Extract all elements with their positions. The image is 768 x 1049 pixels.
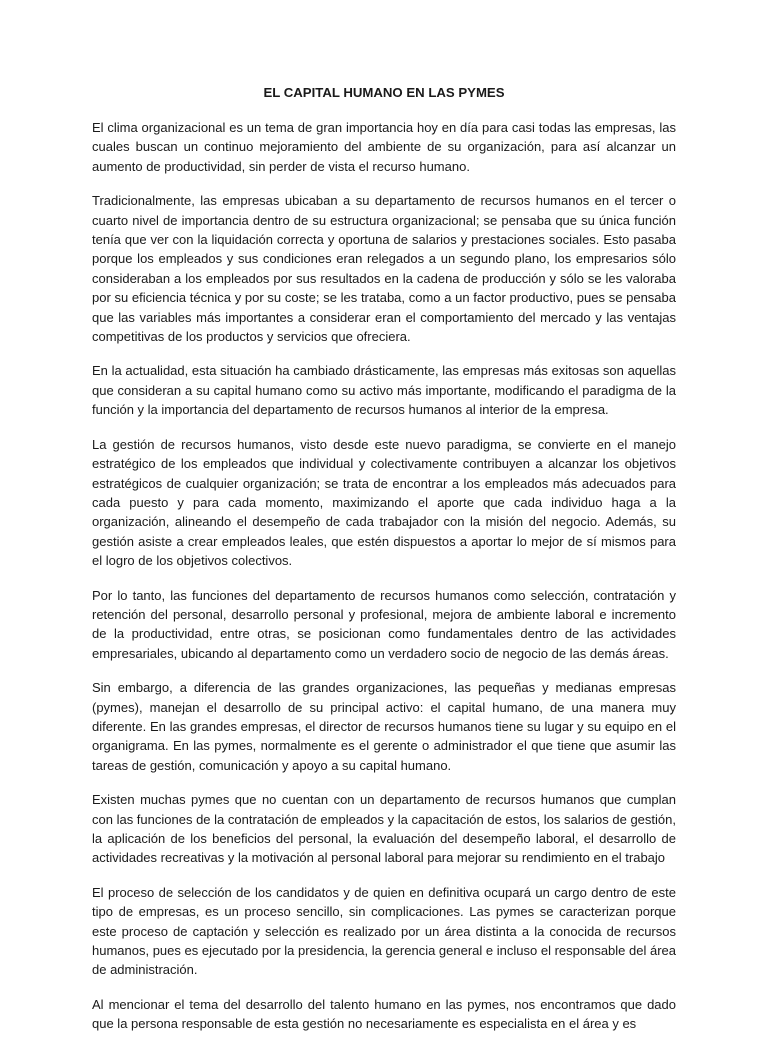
document-body: [92, 118, 676, 1049]
document-title: EL CAPITAL HUMANO EN LAS PYMES: [263, 85, 505, 100]
paragraph-9: Al mencionar el tema del desarrollo del talento humano en las pymes, nos encontramos que dado que la persona responsable de esta gestión no necesariamente es especialista en el área y es: [92, 996, 676, 1032]
paragraph-5: Por lo tanto, las funciones del departamento de recursos humanos como selección, contratación y retención del personal, desarrollo personal y profesional, mejora de ambiente laboral e incremento de la productividad, entre otras, se posicionan como fundamentales dentro de las actividades empresariales, ubicando al departamento como un verdadero socio de negocio de las demás áreas.: [92, 587, 676, 661]
paragraph-6: Sin embargo, a diferencia de las grandes organizaciones, las pequeñas y medianas empresas (pymes), manejan el desarrollo de su principal activo: el capital humano, de una manera muy diferente. En las grandes empresas, el director de recursos humanos tiene su lugar y su equipo en el organigrama. En las pymes, normalmente es el gerente o administrador el que tiene que asumir las tareas de gestión, comunicación y apoyo a su capital humano.: [92, 680, 676, 773]
paragraph-7: Existen muchas pymes que no cuentan con un departamento de recursos humanos que cumplan con las funciones de la contratación de empleados y la capacitación de estos, los salarios de gestión, la aplicación de los beneficios del personal, la evaluación del desempeño laboral, el desarrollo de actividades recreativas y la motivación al personal laboral para mejorar su rendimiento en el trabajo: [92, 792, 676, 866]
paragraph-2: Tradicionalmente, las empresas ubicaban a su departamento de recursos humanos en el tercer o cuarto nivel de importancia dentro de su estructura organizacional; se pensaba que su única función tenía que ver con la liquidación correcta y oportuna de salarios y prestaciones sociales. Esto pasaba porque los empleados y sus condiciones eran relegados a un segundo plano, los empresarios sólo consideraban a los empleados por sus resultados en la cadena de producción y sólo se les valoraba por su eficiencia técnica y por su coste; se les trataba, como a un factor productivo, pues se pensaba que las variables más importantes a considerar eran el comportamiento del mercado y las ventajas competitivas de los productos y servicios que ofreciera.: [92, 193, 676, 345]
paragraph-8: El proceso de selección de los candidatos y de quien en definitiva ocupará un cargo dentro de este tipo de empresas, es un proceso sencillo, sin complicaciones. Las pymes se caracterizan porque este proceso de captación y selección es realizado por un área distinta a la conocida de recursos humanos, pues es ejecutado por la presidencia, la gerencia general e incluso el responsable del área de administración.: [92, 884, 676, 978]
paragraph-1: El clima organizacional es un tema de gran importancia hoy en día para casi todas las empresas, las cuales buscan un continuo mejoramiento del ambiente de su organización, para así alcanzar un aumento de productividad, sin perder de vista el recurso humano.: [92, 120, 676, 174]
paragraph-4: La gestión de recursos humanos, visto desde este nuevo paradigma, se convierte en el manejo estratégico de los empleados que individual y colectivamente contribuyen a alcanzar los objetivos estratégicos de cualquier organización; se trata de encontrar a los empleados más adecuados para cada puesto y para cada momento, maximizando el aporte que cada individuo haga a la organización, alineando el desempeño de cada trabajador con la misión del negocio. Además, su gestión asiste a crear empleados leales, que estén dispuestos a aportar lo mejor de sí mismos para el logro de los objetivos colectivos.: [92, 436, 676, 569]
paragraph-3: En la actualidad, esta situación ha cambiado drásticamente, las empresas más exitosas son aquellas que consideran a su capital humano como su activo más importante, modificando el paradigma de la función y la importancia del departamento de recursos humanos al interior de la empresa.: [92, 363, 676, 418]
